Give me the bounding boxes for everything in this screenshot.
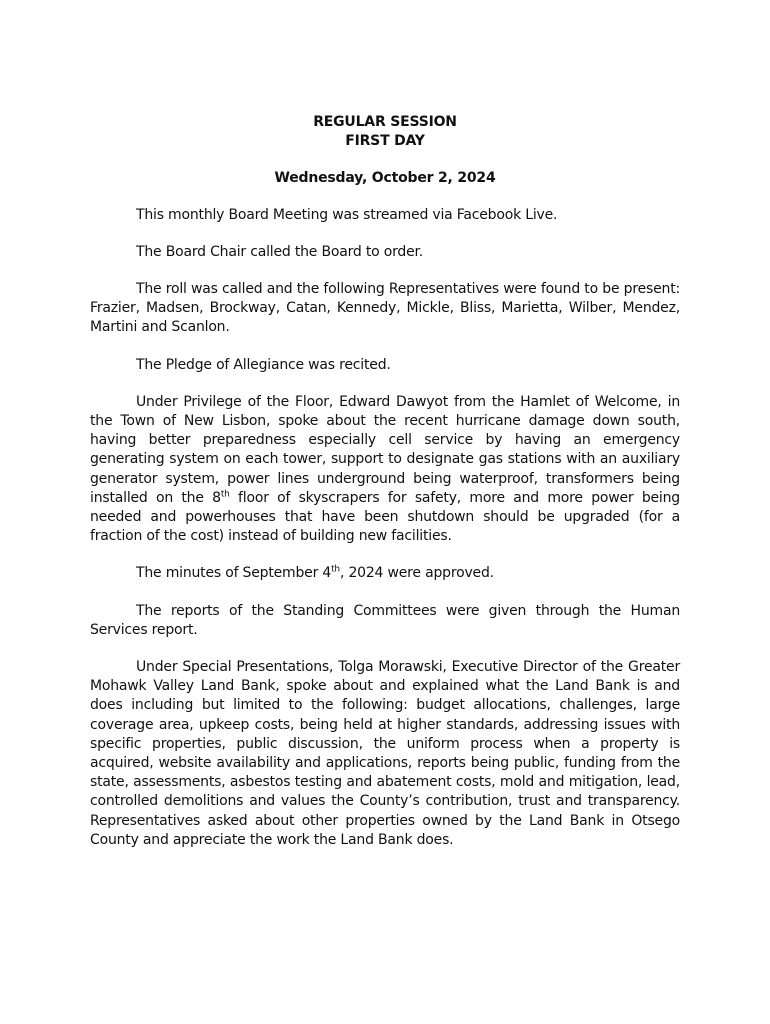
paragraph-streaming: This monthly Board Meeting was streamed via Facebook Live. bbox=[136, 206, 558, 223]
minutes-text-part2: , 2024 were approved. bbox=[339, 565, 494, 582]
document-page bbox=[90, 113, 680, 850]
paragraph-call-to-order: The Board Chair called the Board to order. bbox=[136, 243, 424, 260]
paragraph-minutes bbox=[90, 564, 680, 583]
paragraph-pledge: The Pledge of Allegiance was recited. bbox=[136, 356, 391, 373]
minutes-text-part1: The minutes of September 4 bbox=[136, 565, 332, 582]
session-title: REGULAR SESSION bbox=[313, 114, 457, 130]
meeting-date: Wednesday, October 2, 2024 bbox=[274, 170, 496, 187]
privilege-text-part2: floor of skyscrapers for safety, more and more power being needed and powerhouses that have been shutdown should be upgraded (for a fraction of the cost) instead of building new facilities. bbox=[90, 489, 680, 545]
paragraph-special-presentations: Under Special Presentations, Tolga Morawski, Executive Director of the Greater Mohawk Valley Land Bank, spoke about and explained what the Land Bank is and does including but limited to the following: budget allocations, challenges, large coverage area, upkeep costs, being held at higher standards, addressing issues with specific properties, public discussion, the uniform process when a property is acquired, website availability and applications, reports being public, funding from the state, assessments, asbestos testing and abatement costs, mold and mitigation, lead, controlled demolitions and values the County’s contribution, trust and transparency. Representatives asked about other properties owned by the Land Bank in Otsego County and appreciate the work the Land Bank does. bbox=[90, 659, 680, 848]
paragraph-committee-reports: The reports of the Standing Committees were given through the Human Services report. bbox=[90, 602, 680, 638]
session-day: FIRST DAY bbox=[345, 133, 425, 150]
minutes-superscript: th bbox=[331, 564, 340, 575]
privilege-text-part1: Under Privilege of the Floor, Edward Dawyot from the Hamlet of Welcome, in the Town of New Lisbon, spoke about the recent hurricane damage down south, having better preparedness especially cell service by having an emergency generating system on each tower, support to designate gas stations with an auxiliary generator system, power lines underground being waterproof, transformers being installed on the 8 bbox=[90, 393, 680, 506]
paragraph-privilege-of-floor bbox=[90, 393, 680, 547]
privilege-superscript: th bbox=[220, 489, 230, 500]
paragraph-roll-call: The roll was called and the following Representatives were found to be present: Frazier, Madsen, Brockway, Catan, Kennedy, Mickle, Bliss, Marietta, Wilber, Mendez, Martini and Scanlon. bbox=[90, 281, 680, 336]
